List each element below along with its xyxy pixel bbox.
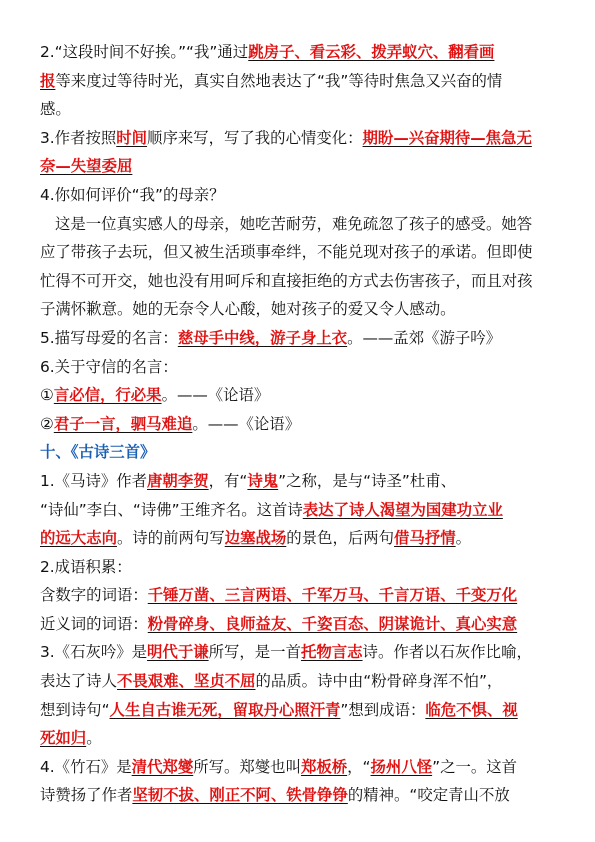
question: 2.成语积累： [40, 557, 132, 576]
highlight: 报 [40, 71, 56, 90]
text: ”想到成语： [340, 700, 426, 719]
question: 4.你如何评价“我”的母亲？ [40, 185, 225, 204]
highlight: 郑板桥 [300, 757, 348, 776]
text: 2.“这段时间不好挨。”“我”通过 [40, 43, 249, 61]
circled-number: ② [40, 414, 54, 433]
section-heading: 十、《古诗三首》 [40, 443, 156, 462]
text: 的品质。诗中由“粉骨碎身浑不怕”， [255, 672, 503, 691]
highlight: 言必信，行必果 [53, 386, 162, 405]
answer-line: 子满怀歉意。她的无奈令人心酸，她对孩子的爱又令人感动。 [40, 300, 456, 319]
circled-number: ① [40, 386, 54, 405]
text: “诗仙”李白、“诗佛”王维齐名。这首诗 [40, 500, 303, 519]
text: 。 [86, 729, 102, 748]
highlight: 托物言志 [300, 643, 363, 662]
text: 感。 [40, 100, 71, 119]
text: 表达了诗人 [40, 672, 117, 691]
text: 诗。作者以石灰作比喻， [362, 643, 532, 662]
highlight: 死如归 [40, 729, 87, 748]
text: ，“ [347, 757, 371, 776]
text: 的精神。“咬定青山不放 [347, 786, 510, 805]
highlight: 奈—失望委屈 [40, 157, 133, 176]
text: 。——《论语》 [192, 414, 301, 433]
text: 等来度过等待时光，真实自然地表达了“我”等待时焦急又兴奋的情 [55, 71, 503, 90]
text: 5.描写母爱的名言： [40, 328, 178, 347]
text: 诗赞扬了作者 [40, 786, 133, 805]
section-10 [40, 438, 557, 810]
text: 。——孟郊《游子吟》 [347, 328, 502, 347]
answer-line: 应了带孩子去玩，但又被生活琐事牵绊，不能兑现对孩子的承诺。但即使 [40, 243, 533, 262]
item-3 [40, 124, 557, 181]
highlight: 明代于谦 [147, 643, 209, 662]
highlight: 唐朝李贺 [147, 471, 209, 490]
answer-line: 忙得不可开交，她也没有用呵斥和直接拒绝的方式去伤害孩子，而且对孩 [40, 271, 533, 290]
highlight: 借马抒情 [394, 529, 456, 548]
highlight: 期盼—兴奋期待—焦急无 [362, 128, 532, 147]
text: 顺序来写，写了我的心情变化： [147, 128, 363, 147]
highlight: 坚韧不拔、刚正不阿、铁骨铮铮 [132, 786, 348, 805]
text: ，有“ [208, 471, 248, 490]
highlight: 跳房子、看云彩、拨弄蚁穴、翻看画 [248, 43, 495, 61]
question: 6.关于守信的名言： [40, 357, 178, 376]
highlight: 诗鬼 [247, 471, 279, 490]
item-6 [40, 353, 557, 439]
label: 近义词的词语： [40, 614, 148, 633]
item-2 [40, 38, 557, 124]
highlight: 扬州八怪 [370, 757, 433, 776]
text: 想到诗句“ [40, 700, 110, 719]
label: 含数字的词语： [40, 586, 148, 605]
text: 3.作者按照 [40, 128, 117, 147]
highlight: 清代郑燮 [131, 757, 194, 776]
highlight: 表达了诗人渴望为国建功立业 [302, 500, 503, 519]
highlight: 的远大志向 [40, 529, 117, 548]
text: 的景色，后两句 [286, 529, 395, 548]
highlight: 君子一言，驷马难追 [53, 414, 193, 433]
highlight: 粉骨碎身、良师益友、千姿百态、阴谋诡计、真心实意 [147, 614, 518, 633]
item-4 [40, 181, 557, 324]
text: 所写。郑燮也叫 [193, 757, 301, 776]
highlight: 慈母手中线，游子身上衣 [177, 328, 348, 347]
highlight: 人生自古谁无死，留取丹心照汗青 [109, 700, 341, 719]
text: 3.《石灰吟》是 [40, 643, 148, 662]
highlight: 千锤万凿、三言两语、千军万马、千言万语、千变万化 [147, 586, 518, 605]
text: ”之一。这首 [432, 757, 518, 776]
highlight: 时间 [116, 128, 148, 147]
highlight: 不畏艰难、坚贞不屈 [116, 672, 256, 691]
text: 。——《论语》 [161, 386, 270, 405]
text: 1.《马诗》作者 [40, 471, 148, 490]
text: 。 [455, 529, 472, 548]
highlight: 边塞战场 [224, 529, 287, 548]
text: ”之称，是与“诗圣”杜甫、 [278, 471, 456, 490]
text: 4.《竹石》是 [40, 757, 132, 776]
text: 。诗的前两句写 [116, 529, 225, 548]
highlight: 临危不惧、视 [425, 700, 518, 719]
item-5 [40, 324, 557, 353]
answer-line: 这是一位真实感人的母亲，她吃苦耐劳，难免疏忽了孩子的感受。她答 [55, 214, 533, 233]
text: 所写，是一首 [208, 643, 301, 662]
